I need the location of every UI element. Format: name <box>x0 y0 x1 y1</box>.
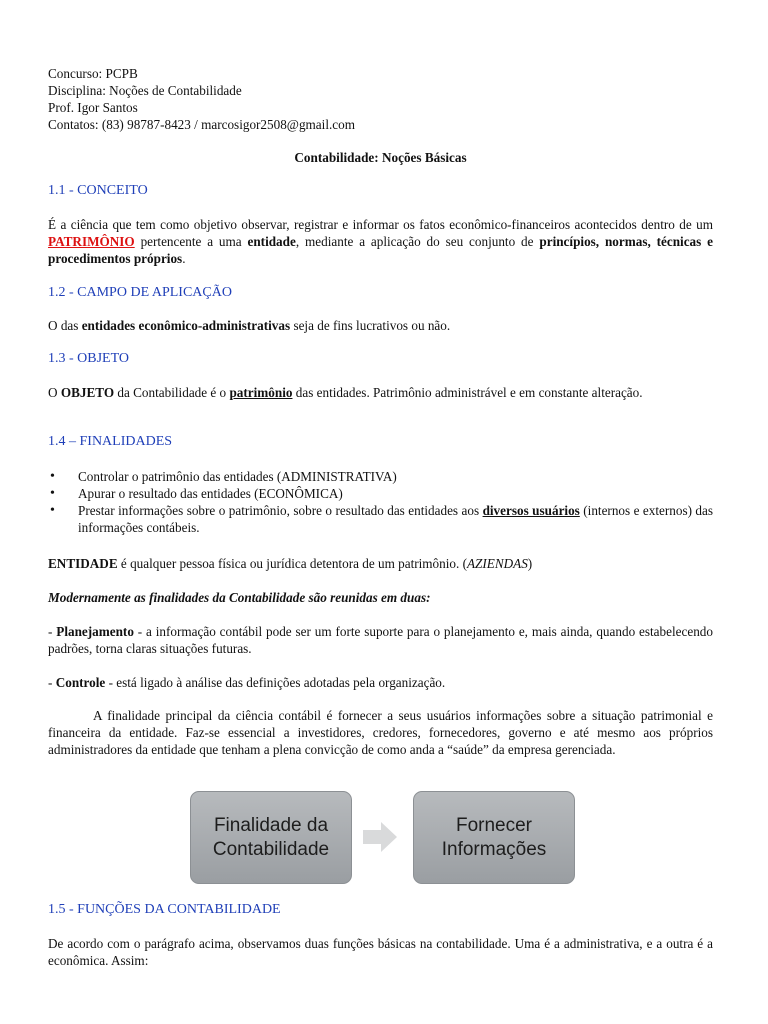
concurso-line: Concurso: PCPB <box>48 66 138 81</box>
header-info <box>48 65 713 133</box>
arrow-right-icon <box>363 822 397 852</box>
diagram-box-finalidade: Finalidade da Contabilidade <box>190 791 352 884</box>
list-item: • Controlar o patrimônio das entidades (ADMINISTRATIVA) <box>48 468 713 485</box>
objeto-paragraph: O OBJETO da Contabilidade é o patrimônio das entidades. Patrimônio administrável e em constante alteração. <box>48 385 643 400</box>
finalidades-list <box>48 468 713 536</box>
disciplina-line: Disciplina: Noções de Contabilidade <box>48 83 242 98</box>
contatos-line: Contatos: (83) 98787-8423 / marcosigor2508@gmail.com <box>48 117 355 132</box>
controle-paragraph: - Controle - está ligado à análise das definições adotadas pela organização. <box>48 675 446 690</box>
entidade-definition: ENTIDADE é qualquer pessoa física ou jurídica detentora de um patrimônio. (AZIENDAS) <box>48 556 533 571</box>
list-item: • Prestar informações sobre o patrimônio, sobre o resultado das entidades aos diversos usuários (internos e externos) das informações contábeis. <box>48 502 713 536</box>
section-heading-campo: 1.2 - CAMPO DE APLICAÇÃO <box>48 285 232 300</box>
section-heading-objeto: 1.3 - OBJETO <box>48 351 130 366</box>
section-heading-conceito: 1.1 - CONCEITO <box>48 183 148 198</box>
finalidade-diagram <box>190 791 575 884</box>
list-item: • Apurar o resultado das entidades (ECONÔMICA) <box>48 485 713 502</box>
campo-paragraph: O das entidades econômico-administrativas seja de fins lucrativos ou não. <box>48 318 451 333</box>
finalidade-principal-paragraph: A finalidade principal da ciência contábil é fornecer a seus usuários informações sobre a situação patrimonial e financeira da entidade. Faz-se essencial a investidores, credores, fornecedores, governo e até mesmo aos próprios administradores da entidade que tenham a plena convicção de como anda a “saúde” da empresa gerenciada. <box>48 708 713 757</box>
conceito-paragraph: É a ciência que tem como objetivo observar, registrar e informar os fatos econômico-financeiros acontecidos dentro de um PATRIMÔNIO pertencente a uma entidade, mediante a aplicação do seu conjunto de princípios, normas, técnicas e procedimentos próprios. <box>48 217 714 266</box>
prof-line: Prof. Igor Santos <box>48 100 138 115</box>
document-title: Contabilidade: Noções Básicas <box>294 150 467 165</box>
funcoes-paragraph: De acordo com o parágrafo acima, observamos duas funções básicas na contabilidade. Uma é a administrativa, e a outra é a econômica. Assim: <box>48 936 713 968</box>
diagram-box-fornecer: Fornecer Informações <box>413 791 575 884</box>
section-heading-funcoes: 1.5 - FUNÇÕES DA CONTABILIDADE <box>48 902 281 917</box>
section-heading-finalidades: 1.4 – FINALIDADES <box>48 434 173 449</box>
modernamente-line: Modernamente as finalidades da Contabilidade são reunidas em duas: <box>48 590 431 605</box>
planejamento-paragraph: - Planejamento - a informação contábil pode ser um forte suporte para o planejamento e, mais ainda, quando estabelecendo padrões, torna claras situações futuras. <box>48 624 713 656</box>
patrimonio-highlight: PATRIMÔNIO <box>48 234 135 249</box>
